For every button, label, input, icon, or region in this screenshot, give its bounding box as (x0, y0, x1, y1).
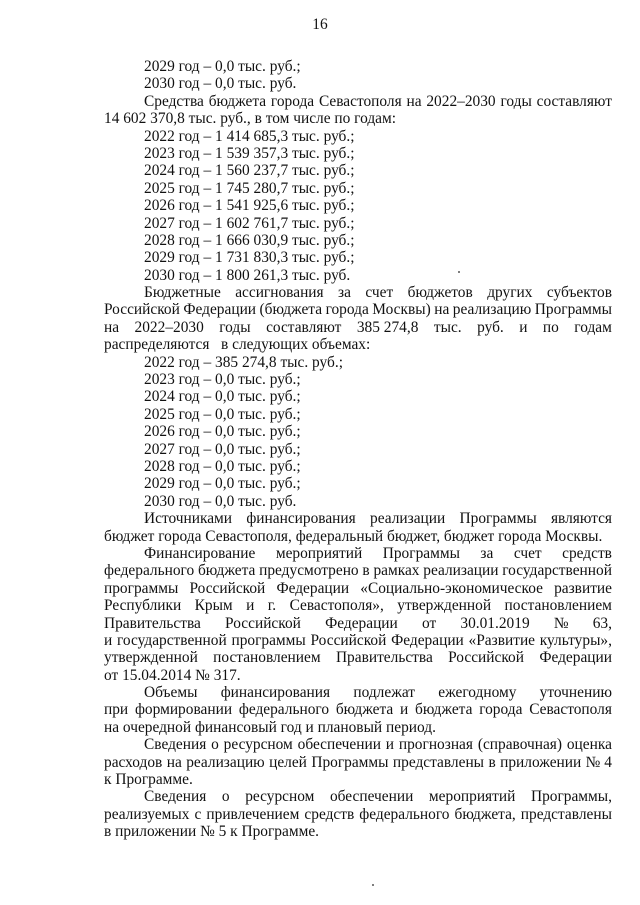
word: реализацию (186, 753, 265, 771)
word: на (406, 92, 422, 110)
word: по (542, 318, 559, 336)
word: целей (269, 753, 307, 771)
volumes-line1 (104, 684, 612, 701)
sources-line2: бюджет города Севастополя, федеральный бюджет, бюджет города Москвы. (104, 527, 603, 545)
word: 385 274,8 (356, 318, 419, 336)
appendix5-line3: в приложении № 5 к Программе. (104, 823, 319, 841)
word: г. (267, 597, 277, 615)
word: представлены (392, 753, 485, 771)
word: при (104, 701, 129, 719)
sevastopol-year-2023: 2023 год – 1 539 357,3 тыс. руб.; (144, 144, 355, 162)
moscow-intro-line4: распределяются в следующих объемах: (104, 336, 371, 354)
sevastopol-year-2024: 2024 год – 1 560 237,7 тыс. руб.; (144, 162, 355, 180)
moscow-intro-line2 (104, 301, 612, 318)
moscow-year-2025: 2025 год – 0,0 тыс. руб.; (144, 405, 301, 423)
appendix5-line1 (104, 788, 612, 805)
word: Программы (382, 544, 460, 562)
word: № 4 (585, 753, 612, 771)
word: от (421, 614, 437, 632)
word: города (270, 92, 315, 110)
word: в (488, 753, 496, 771)
word: мероприятий (428, 788, 516, 806)
word: постановлением (504, 597, 612, 615)
sevastopol-year-2029: 2029 год – 1 731 830,3 тыс. руб.; (144, 249, 355, 267)
word: федерального (359, 805, 450, 823)
word: Республики (104, 597, 182, 615)
word: Москвы) (372, 301, 431, 319)
word: на (166, 753, 182, 771)
word: тыс. (433, 318, 462, 336)
financing-line1 (104, 545, 612, 562)
word: бюджета, (454, 805, 516, 823)
word: «Социально-экономическое (360, 579, 543, 597)
word: Объемы (144, 684, 198, 702)
word: 2022–2030 (134, 318, 204, 336)
word: Финансирование (144, 544, 256, 562)
word: города (325, 301, 369, 319)
sources-line1 (104, 510, 612, 527)
word: (бюджета (259, 301, 323, 319)
word: 63, (592, 614, 612, 632)
financing-line8: от 15.04.2014 № 317. (104, 666, 241, 684)
word: на (434, 301, 450, 319)
volumes-line3: на очередной финансовый год и плановый период. (104, 718, 436, 736)
word: счет (513, 544, 542, 562)
word: и (385, 736, 395, 754)
word: Правительства (104, 614, 201, 632)
word: Источниками (144, 510, 233, 528)
word: постановлением (213, 649, 321, 667)
word: приложении (500, 753, 582, 771)
word: формировании (134, 701, 233, 719)
word: годам (574, 318, 612, 336)
word: за (338, 284, 351, 302)
sevastopol-year-2028: 2028 год – 1 666 030,9 тыс. руб.; (144, 231, 355, 249)
moscow-intro-line1 (104, 284, 612, 301)
word: культуры», (539, 631, 612, 649)
sevastopol-year-2022: 2022 год – 1 414 685,3 тыс. руб.; (144, 127, 355, 145)
word: на (104, 318, 120, 336)
word: Сведения (144, 788, 207, 806)
word: привлечением (206, 805, 300, 823)
word: оценка (566, 736, 612, 754)
word: подлежат (353, 684, 415, 702)
word: программы (231, 631, 306, 649)
word: утвержденной (104, 649, 198, 667)
word: города (479, 701, 523, 719)
word: федерального (238, 701, 330, 719)
word: Сведения (144, 736, 207, 754)
scan-speck (372, 884, 374, 886)
federal-year-2030: 2030 год – 0,0 тыс. руб. (144, 75, 297, 93)
moscow-year-2023: 2023 год – 0,0 тыс. руб.; (144, 371, 301, 389)
sevastopol-intro-line1 (104, 93, 612, 110)
word: Федерации (539, 649, 612, 667)
moscow-year-2027: 2027 год – 0,0 тыс. руб.; (144, 440, 301, 458)
word: финансирования (220, 684, 331, 702)
word: Федерации (391, 631, 464, 649)
word: и (246, 597, 255, 615)
financing-line5 (104, 615, 612, 632)
page-number: 16 (312, 16, 328, 33)
word: бюджетов (407, 284, 473, 302)
word: годы (219, 318, 251, 336)
word: Программы (459, 510, 537, 528)
word: Программы, (530, 788, 612, 806)
word: ежегодному (438, 684, 517, 702)
moscow-year-2024: 2024 год – 0,0 тыс. руб.; (144, 388, 301, 406)
word: средств (304, 805, 355, 823)
word: составляют (536, 92, 612, 110)
word: бюджета (415, 701, 473, 719)
word: Севастополя (529, 701, 612, 719)
word: ассигнования (235, 284, 324, 302)
word: обеспечении (297, 736, 381, 754)
word: Крым (194, 597, 233, 615)
word: руб. (477, 318, 504, 336)
word: Севастополя», (289, 597, 384, 615)
word: с (194, 805, 202, 823)
word: федерального (104, 562, 195, 580)
word: Правительства (335, 649, 433, 667)
financing-line7 (104, 649, 612, 666)
word: мероприятий (275, 544, 363, 562)
word: бюджета (335, 701, 394, 719)
word: финансирования (246, 510, 356, 528)
sevastopol-year-2030: 2030 год – 1 800 261,3 тыс. руб. (144, 266, 351, 284)
word: являются (550, 510, 612, 528)
word: Российской (225, 614, 301, 632)
moscow-year-2030: 2030 год – 0,0 тыс. руб. (144, 492, 297, 510)
word: 30.01.2019 (460, 614, 530, 632)
word: средств (562, 544, 612, 562)
word: утвержденной (397, 597, 492, 615)
word: субъектов (546, 284, 612, 302)
word: реализацию (452, 301, 532, 319)
sevastopol-intro-line2: 14 602 370,8 тыс. руб., в том числе по годам: (104, 110, 397, 128)
word: Российской (448, 649, 524, 667)
word: Федерации (183, 301, 257, 319)
word: 2022–2030 (426, 92, 496, 110)
word: других (487, 284, 533, 302)
word: уточнению (539, 684, 612, 702)
moscow-year-2026: 2026 год – 0,0 тыс. руб.; (144, 423, 301, 441)
moscow-intro-line3 (104, 319, 612, 336)
moscow-year-2022: 2022 год – 385 274,8 тыс. руб.; (144, 353, 343, 371)
word: годы (500, 92, 532, 110)
moscow-year-2029: 2029 год – 0,0 тыс. руб.; (144, 475, 301, 493)
word: реализации (423, 562, 499, 580)
word: Средства (144, 92, 204, 110)
document-body (104, 58, 612, 841)
word: расходов (104, 753, 163, 771)
word: о (211, 736, 219, 754)
appendix4-line1 (104, 736, 612, 753)
appendix4-line3: к Программе. (104, 771, 193, 789)
word: реализуемых (104, 805, 190, 823)
federal-year-2029: 2029 год – 0,0 тыс. руб.; (144, 58, 301, 75)
word: № (553, 614, 569, 632)
word: бюджета (197, 562, 256, 580)
word: предусмотрено (259, 562, 359, 580)
sevastopol-year-2027: 2027 год – 1 602 761,7 тыс. руб.; (144, 214, 355, 232)
word: реализации (370, 510, 446, 528)
word: рамках (373, 562, 420, 580)
appendix5-line2 (104, 806, 612, 823)
word: составляют (266, 318, 342, 336)
word: Программы (534, 301, 612, 319)
word: ресурсном (223, 736, 293, 754)
appendix4-line2 (104, 754, 612, 771)
word: государственной (502, 562, 612, 580)
word: государственной (117, 631, 227, 649)
word: развитие (554, 579, 612, 597)
scan-speck (458, 271, 460, 273)
volumes-line2 (104, 701, 612, 718)
word: Российской (189, 579, 266, 597)
sevastopol-year-2026: 2026 год – 1 541 925,6 тыс. руб.; (144, 197, 355, 215)
word: в (362, 562, 370, 580)
moscow-year-2028: 2028 год – 0,0 тыс. руб.; (144, 457, 301, 475)
word: и (519, 318, 528, 336)
word: прогнозная (398, 736, 473, 754)
word: ресурсном (245, 788, 315, 806)
financing-line4 (104, 597, 612, 614)
word: «Развитие (468, 631, 536, 649)
word: бюджета (208, 92, 267, 110)
financing-line6 (104, 632, 612, 649)
word: Федерации (325, 614, 398, 632)
word: Российской (104, 301, 180, 319)
word: и (104, 631, 113, 649)
word: Программы (311, 753, 389, 771)
word: Севастополя (318, 92, 402, 110)
word: Российской (310, 631, 387, 649)
word: Федерации (276, 579, 350, 597)
sevastopol-year-2025: 2025 год – 1 745 280,7 тыс. руб.; (144, 179, 355, 197)
word: представлены (520, 805, 612, 823)
financing-line3 (104, 580, 612, 597)
word: программы (104, 579, 179, 597)
word: и (399, 701, 409, 719)
word: счет (365, 284, 394, 302)
word: (справочная) (477, 736, 563, 754)
word: Бюджетные (144, 284, 221, 302)
word: о (221, 788, 230, 806)
word: за (480, 544, 494, 562)
financing-line2 (104, 562, 612, 579)
word: обеспечении (329, 788, 414, 806)
